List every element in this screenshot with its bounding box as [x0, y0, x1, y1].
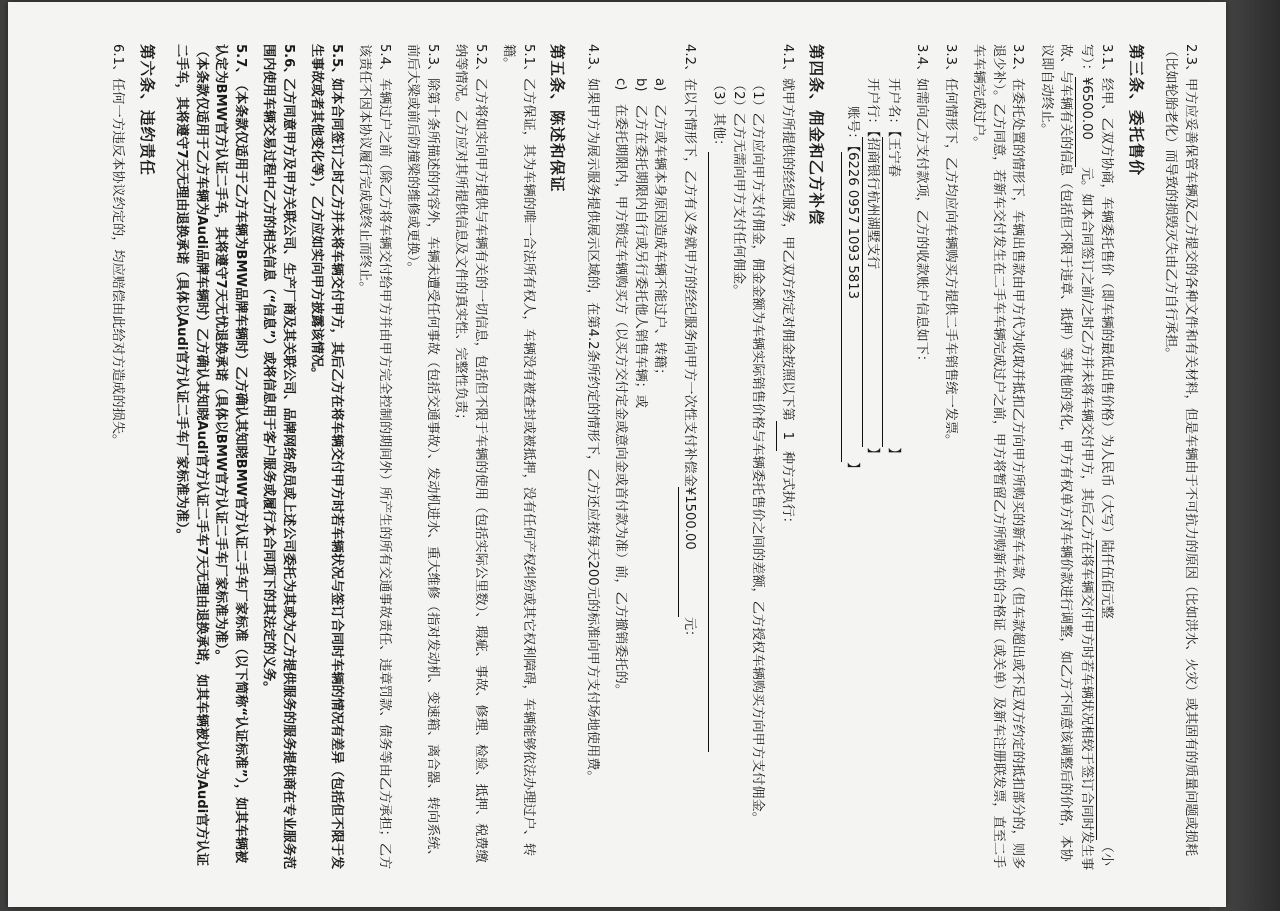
clause-4-3: 4.3、如果甲方为展示服务提供展示区域的，在第4.2条所约定的情形下，乙方还应按每天200元的标准向甲方支付场地使用费。 — [585, 44, 600, 784]
clause-2-3: 2.3、甲方应妥善保管车辆及乙方提交的各种文件和有关材料，但是车辆由于不可抗力的原因（比如洪水、火灾）或其固有的质量问题或损耗（比如轮胎老化）而导致的损毁灭失由乙方自行承担。 — [1163, 44, 1198, 857]
price-number-field: ¥6500.00 — [1076, 77, 1097, 167]
contract-content — [8, 2, 1226, 907]
clause-3-1: 3.1、经甲、乙双方协商，车辆委托售价（即车辆的最低出售价格）为人民币（大写）陆仟伍佰元整（小写）：¥6500.00元。如本合同签订之前/之时乙方并未将车辆交付甲方，其后乙方在将车辆交付甲方时若车辆状况相较于签订合同时发生事故、与车辆有关的信息（包括但不限于违章、抵押）等其他的变化，甲方有权单方对车辆价款进行调整，如乙方不同意该调整后的价格，本协议即自动终止。 — [1039, 44, 1115, 871]
clause-5-7: 5.7、（本条款仅适用于乙方车辆为BMW品牌车辆时）乙方确认其知晓BMW官方认证二手车厂家标准（以下简称“认证标准”），如其车辆被认定为BMW官方认证二手车，其将遵守7天无忧退换承诺（具体以BMW官方认证二手车厂家标准为准）。 （本条款仅适用于乙方车辆为Audi品牌车辆时）乙方确认其知晓Audi官方认证二手车7天无理由退换承诺，如其车辆被认定为Audi官方认证二手车，其将遵守7天无理由退换承诺（具体以Audi官方认证二手车厂家标准为准）。 — [174, 44, 248, 866]
clause-5-6: 5.6、乙方同意甲方及甲方关联公司、生产厂商及其关联公司、品牌网络成员或上述公司委托为其或为乙方提供服务的服务提供商在专业服务范围内使用车辆交易过程中乙方的相关信息（“信息”）或将信息用于客户服务或履行本合同项下的其法定的义务。 — [261, 44, 296, 870]
clause-5-2: 5.2、乙方将如实向甲方提供与车辆有关的一切信息，包括但不限于车辆的使用（包括实际公里数）、瑕疵、事故、修理、检验、抵押、税费缴纳等情况。乙方应对其所提供信息及文件的真实性、完整性负责； — [453, 44, 488, 863]
bank-row: 开户行：【招商银行杭州湖墅支行】 — [862, 44, 883, 873]
commission-option-1: （1）乙方应向甲方支付佣金，佣金金额为车辆实际销售价格与车辆委托售价之间的差额，乙方授权车辆购买方向甲方支付佣金。 — [750, 78, 766, 825]
section-5-heading: 第五条、陈述和保证 — [548, 44, 567, 193]
price-words-field: 陆仟伍佰元整 — [1096, 540, 1117, 840]
bank-field: 招商银行杭州湖墅支行 — [862, 137, 883, 447]
clause-3-2: 3.2、在委托处置的情形下，车辆出售款由甲方代为收取并抵扣乙方向甲方所购买的新车车款（但车款超出或不足双方约定的抵扣部分的，则多退少补）。乙方同意，若新车交付发生在二手车车辆完成过户之前，甲方将暂留乙方所购新车的合格证（或关单）及新车注册联发票，直至二手车车辆完成过户。 — [971, 44, 1026, 870]
account-holder-field: 王宁春 — [883, 137, 904, 447]
clause-3-4: 3.4、如需向乙方支付款项，乙方的收款账户信息如下： — [914, 44, 930, 369]
clause-4-2-c: c) 在委托期限内，甲方锁定车辆购买方（以买方交付定金或意向金或首付款为准）前，乙方撤销委托的。 — [613, 78, 629, 698]
clause-5-5: 5.5、如本合同签订之时乙方并未将车辆交付甲方，其后乙方在将车辆交付甲方时若车辆状况与签订合同时车辆的情况有差异（包括但不限于发生事故或者其他变化等），乙方应如实向甲方披露该情况。 — [309, 44, 344, 870]
document-page — [8, 2, 1226, 907]
clause-5-3: 5.3、除第十条所描述的内容外，车辆未遭受任何事故（包括交通事故）、发动机进水、重大维修（指对发动机、变速箱、离合器、转向系统、前后大梁或前后防撞梁的维修或更换）。 — [405, 44, 440, 863]
account-holder-row: 开户名：【王宁春】 — [883, 44, 904, 873]
clause-4-2-b: b) 乙方在委托期限内自行或另行委托他人销售车辆；或 — [633, 78, 648, 409]
clause-5-1: 5.1、乙方保证，其为车辆的唯一合法所有权人，车辆没有被查封或被抵押，没有任何产权纠纷或其它权利障碍，车辆能够依法办理过户、转籍。 — [501, 44, 536, 857]
section-3-heading: 第三条、委托售价 — [1127, 44, 1145, 177]
account-number-field: 6226 0957 1093 5813 — [842, 152, 863, 462]
other-option-field — [708, 152, 729, 752]
commission-option-field: 1 — [777, 421, 798, 451]
clause-3-3: 3.3、任何情形下，乙方均应向车辆购买方提供二手车销售统一发票。 — [943, 44, 958, 448]
clause-4-2-a: a) 乙方或车辆本身原因造成车辆不能过户、转籍； — [652, 78, 668, 382]
section-4-heading: 第四条、佣金和乙方补偿 — [807, 44, 826, 226]
account-number-row: 账号：【6226 0957 1093 5813】 — [842, 44, 863, 873]
compensation-amount-field: ¥1500.00 — [679, 487, 700, 617]
section-6-heading: 第六条、违约责任 — [138, 44, 156, 177]
commission-option-3: （3）其他： — [708, 44, 729, 873]
clause-4-2: 4.2、在以下情形下，乙方有义务就甲方的经纪服务向甲方一次性支付补偿金¥1500.00元： — [679, 44, 700, 873]
commission-option-2: （2）乙方无需向甲方支付任何佣金。 — [731, 78, 746, 298]
clause-6-1: 6.1、任何一方违反本协议约定的，均应赔偿由此给对方造成的损失。 — [110, 44, 126, 448]
clause-5-4: 5.4、车辆过户之前（除乙方将车辆交付给甲方并由甲方完全控制的期间外）所产生的所有交通事故责任、违章罚款、债务等由乙方承担；乙方该责任不因本协议履行完成或终止而终止。 — [357, 44, 392, 870]
clause-4-1: 4.1、就甲方所提供的经纪服务，甲乙双方约定对佣金按照以下第1种方式执行： — [777, 44, 798, 873]
